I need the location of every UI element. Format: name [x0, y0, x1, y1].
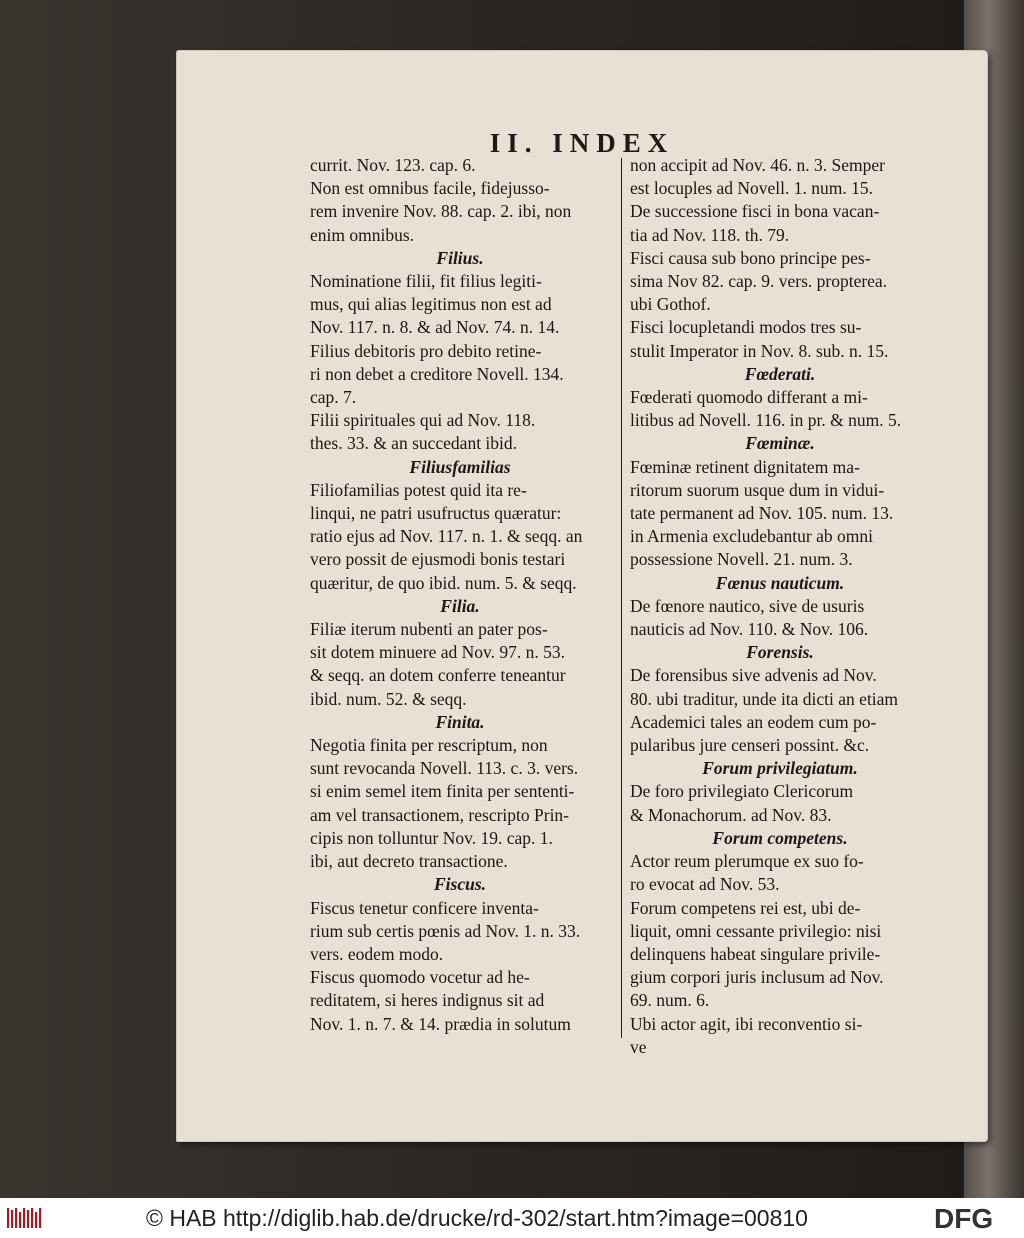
text-line: am vel transactionem, rescripto Prin- — [310, 804, 570, 825]
text-line: gium corpori juris inclusum ad Nov. — [630, 967, 884, 988]
index-heading: Filiusfamilias — [409, 456, 511, 477]
index-heading: Filia. — [440, 595, 480, 616]
index-heading: Forum privilegiatum. — [702, 758, 858, 779]
text-line: ibid. num. 52. & seqq. — [310, 688, 467, 709]
text-line: De successione fisci in bona vacan- — [630, 201, 880, 222]
text-line: currit. Nov. 123. cap. 6. — [310, 155, 476, 175]
text-line: Academici tales an eodem cum po- — [630, 711, 877, 732]
text-line: Negotia finita per rescriptum, non — [310, 735, 548, 756]
index-heading: Forensis. — [746, 642, 814, 663]
text-line: sit dotem minuere ad Nov. 97. n. 53. — [310, 642, 566, 663]
text-line: Nominatione filii, fit filius legiti- — [310, 271, 542, 292]
text-line: litibus ad Novell. 116. in pr. & num. 5. — [630, 410, 902, 431]
text-line: 69. num. 6. — [630, 990, 710, 1011]
text-line: rem invenire Nov. 88. cap. 2. ibi, non — [310, 201, 572, 222]
text-line: Filius debitoris pro debito retine- — [310, 340, 542, 361]
text-line: cipis non tolluntur Nov. 19. cap. 1. — [310, 827, 553, 848]
index-heading: Fœderati. — [744, 363, 816, 384]
text-line: Actor reum plerumque ex suo fo- — [630, 851, 864, 872]
text-line: thes. 33. & an succedant ibid. — [310, 433, 518, 454]
text-line: Fiscus quomodo vocetur ad he- — [310, 967, 530, 988]
index-heading: Filius. — [436, 247, 484, 268]
text-line: & seqq. an dotem conferre teneantur — [310, 665, 566, 686]
hab-logo-icon[interactable] — [6, 1206, 46, 1230]
footer-bar — [0, 1198, 1024, 1238]
text-line: possessione Novell. 21. num. 3. — [630, 549, 853, 570]
text-line: stulit Imperator in Nov. 8. sub. n. 15. — [630, 340, 889, 361]
text-line: ritorum suorum usque dum in vidui- — [630, 479, 885, 500]
text-line: Fœderati quomodo differant a mi- — [630, 387, 868, 408]
text-line: nauticis ad Nov. 110. & Nov. 106. — [630, 619, 869, 640]
text-line: reditatem, si heres indignus sit ad — [310, 990, 545, 1011]
text-line: ro evocat ad Nov. 53. — [630, 874, 780, 895]
page-header: II. INDEX — [489, 128, 675, 158]
text-line: Nov. 117. n. 8. & ad Nov. 74. n. 14. — [310, 317, 560, 338]
text-line: Filiofamilias potest quid ita re- — [310, 479, 527, 500]
text-line: ve — [630, 1036, 647, 1057]
text-line: est locuples ad Novell. 1. num. 15. — [630, 178, 874, 199]
text-line: ri non debet a creditore Novell. 134. — [310, 363, 564, 384]
text-line: De forensibus sive advenis ad Nov. — [630, 665, 877, 686]
index-heading: Fiscus. — [433, 874, 487, 895]
index-heading: Fœminæ. — [745, 433, 815, 454]
text-line: tia ad Nov. 118. th. 79. — [630, 224, 790, 245]
right-column — [630, 154, 930, 1059]
text-line: si enim semel item finita per sententi- — [310, 781, 575, 802]
text-line: vero possit de ejusmodi bonis testari — [310, 549, 566, 570]
text-line: Fisci causa sub bono principe pes- — [630, 247, 871, 268]
text-line: delinquens habeat singulare privile- — [630, 943, 881, 964]
column-divider — [621, 158, 622, 1038]
text-line: ubi Gothof. — [630, 294, 711, 315]
text-line: non accipit ad Nov. 46. n. 3. Semper — [630, 155, 885, 175]
text-line: enim omnibus. — [310, 224, 415, 245]
text-line: Filiæ iterum nubenti an pater pos- — [310, 619, 548, 640]
text-line: Nov. 1. n. 7. & 14. prædia in solutum — [310, 1013, 571, 1034]
text-line: & Monachorum. ad Nov. 83. — [630, 804, 832, 825]
text-line: in Armenia excludebantur ab omni — [630, 526, 873, 547]
text-line: tate permanent ad Nov. 105. num. 13. — [630, 503, 894, 524]
dfg-logo-text: DFG — [934, 1204, 994, 1232]
text-line: Fisci locupletandi modos tres su- — [630, 317, 862, 338]
text-line: quæritur, de quo ibid. num. 5. & seqq. — [310, 572, 577, 593]
text-line: linqui, ne patri usufructus quæratur: — [310, 503, 562, 524]
text-line: Fiscus tenetur conficere inventa- — [310, 897, 539, 918]
text-line: 80. ubi traditur, unde ita dicti an etiam — [630, 688, 899, 709]
index-heading: Forum competens. — [712, 827, 848, 848]
text-line: ibi, aut decreto transactione. — [310, 851, 508, 872]
text-line: Non est omnibus facile, fidejusso- — [310, 178, 550, 199]
text-line: De foro privilegiato Clericorum — [630, 781, 854, 802]
text-line: sima Nov 82. cap. 9. vers. propterea. — [630, 271, 888, 292]
text-line: mus, qui alias legitimus non est ad — [310, 294, 552, 315]
text-line: pularibus jure censeri possint. &c. — [630, 735, 870, 756]
index-heading: Finita. — [435, 711, 485, 732]
index-heading: Fœnus nauticum. — [715, 572, 845, 593]
text-line: vers. eodem modo. — [310, 943, 444, 964]
text-line: ratio ejus ad Nov. 117. n. 1. & seqq. an — [310, 526, 583, 547]
footer-url[interactable]: © HAB http://diglib.hab.de/drucke/rd-302/start.htm?image=00810 — [146, 1205, 808, 1231]
text-line: Filii spirituales qui ad Nov. 118. — [310, 410, 536, 431]
text-line: Forum competens rei est, ubi de- — [630, 897, 861, 918]
text-line: sunt revocanda Novell. 113. c. 3. vers. — [310, 758, 579, 779]
dfg-logo[interactable] — [934, 1204, 1018, 1232]
text-line: cap. 7. — [310, 387, 357, 408]
text-line: Fœminæ retinent dignitatem ma- — [630, 456, 860, 477]
book-page — [176, 50, 988, 1142]
text-line: Ubi actor agit, ibi reconventio si- — [630, 1013, 863, 1034]
text-line: liquit, omni cessante privilegio: nisi — [630, 920, 882, 941]
left-column — [310, 154, 610, 1036]
text-line: De fœnore nautico, sive de usuris — [630, 595, 865, 616]
text-line: rium sub certis pœnis ad Nov. 1. n. 33. — [310, 920, 581, 941]
